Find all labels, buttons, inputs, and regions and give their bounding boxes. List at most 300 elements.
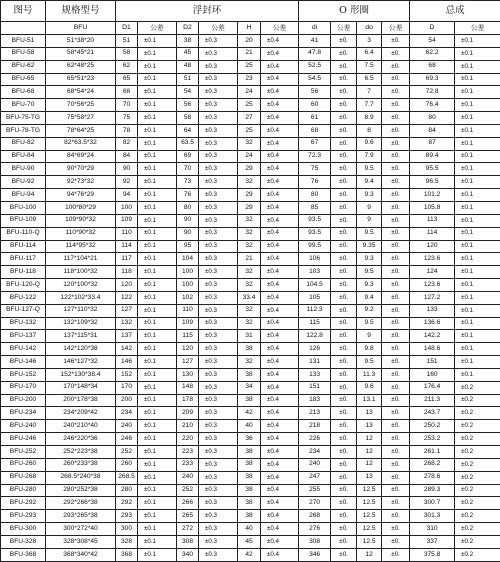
cell-d1: 51 bbox=[116, 35, 138, 48]
cell-h: 38 bbox=[238, 458, 261, 471]
cell-d2: 95 bbox=[177, 240, 199, 253]
header-h: H bbox=[238, 22, 261, 35]
cell-do: 13 bbox=[357, 407, 382, 420]
cell-do-tolerance: ±0. bbox=[382, 137, 410, 150]
cell-d2-tolerance: ±0.3 bbox=[199, 471, 238, 484]
cell-drawing-no: BFU-118 bbox=[1, 266, 46, 279]
cell-di-tolerance: ±0. bbox=[331, 240, 357, 253]
cell-h-tolerance: ±0.4 bbox=[261, 356, 299, 369]
cell-do: 9.5 bbox=[357, 356, 382, 369]
cell-drawing-no: BFU-246 bbox=[1, 433, 46, 446]
table-row bbox=[1, 330, 500, 343]
cell-d: 87 bbox=[410, 137, 455, 150]
cell-do-tolerance: ±0. bbox=[382, 317, 410, 330]
table-row bbox=[1, 548, 500, 561]
cell-drawing-no: BFU-170 bbox=[1, 381, 46, 394]
cell-model: 152*130*38.4 bbox=[46, 368, 116, 381]
cell-model: 268.5*240*38 bbox=[46, 471, 116, 484]
cell-do: 12 bbox=[357, 433, 382, 446]
cell-model: 122*102*33.4 bbox=[46, 291, 116, 304]
cell-d: 253.2 bbox=[410, 433, 455, 446]
cell-do: 9.3 bbox=[357, 279, 382, 292]
cell-h-tolerance: ±0.4 bbox=[261, 548, 299, 561]
cell-h-tolerance: ±0.4 bbox=[261, 471, 299, 484]
cell-h: 29 bbox=[238, 163, 261, 176]
header-tolerance: 公差 bbox=[199, 22, 238, 35]
cell-h: 42 bbox=[238, 407, 261, 420]
cell-h: 40 bbox=[238, 523, 261, 536]
cell-h: 32 bbox=[238, 304, 261, 317]
cell-d1-tolerance: ±0.1 bbox=[138, 420, 177, 433]
cell-d1-tolerance: ±0.1 bbox=[138, 227, 177, 240]
cell-d1-tolerance: ±0.1 bbox=[138, 291, 177, 304]
cell-do: 12 bbox=[357, 458, 382, 471]
cell-d1: 170 bbox=[116, 381, 138, 394]
cell-d2: 76 bbox=[177, 189, 199, 202]
cell-d1-tolerance: ±0.1 bbox=[138, 330, 177, 343]
header-oring: O 形圈 bbox=[299, 1, 410, 22]
cell-drawing-no: BFU-94 bbox=[1, 189, 46, 202]
cell-h-tolerance: ±0.4 bbox=[261, 227, 299, 240]
cell-di-tolerance: ±0. bbox=[331, 420, 357, 433]
cell-do-tolerance: ±0. bbox=[382, 548, 410, 561]
cell-h-tolerance: ±0.4 bbox=[261, 330, 299, 343]
cell-di-tolerance: ±0. bbox=[331, 227, 357, 240]
cell-d1: 200 bbox=[116, 394, 138, 407]
cell-di-tolerance: ±0. bbox=[331, 356, 357, 369]
cell-d1-tolerance: ±0.1 bbox=[138, 150, 177, 163]
cell-d1-tolerance: ±0.1 bbox=[138, 535, 177, 548]
cell-drawing-no: BFU-240 bbox=[1, 420, 46, 433]
cell-d-tolerance: ±0.1 bbox=[455, 35, 500, 48]
cell-do-tolerance: ±0. bbox=[382, 73, 410, 86]
table-row bbox=[1, 47, 500, 60]
cell-model: 234*209*42 bbox=[46, 407, 116, 420]
table-row bbox=[1, 73, 500, 86]
cell-di: 247 bbox=[299, 471, 331, 484]
cell-drawing-no: BFU-110-Q bbox=[1, 227, 46, 240]
cell-d-tolerance: ±0.1 bbox=[455, 330, 500, 343]
cell-do-tolerance: ±0. bbox=[382, 112, 410, 125]
header-di: di bbox=[299, 22, 331, 35]
cell-di: 61 bbox=[299, 112, 331, 125]
cell-d2-tolerance: ±0.3 bbox=[199, 304, 238, 317]
cell-d: 123.6 bbox=[410, 279, 455, 292]
cell-do-tolerance: ±0. bbox=[382, 279, 410, 292]
cell-d-tolerance: ±0.1 bbox=[455, 356, 500, 369]
cell-di: 56 bbox=[299, 86, 331, 99]
cell-di: 106 bbox=[299, 253, 331, 266]
header-row-sub bbox=[1, 22, 500, 35]
cell-d-tolerance: ±0.2 bbox=[455, 535, 500, 548]
cell-d: 95.5 bbox=[410, 163, 455, 176]
cell-drawing-no: BFU-62 bbox=[1, 60, 46, 73]
table-row bbox=[1, 266, 500, 279]
cell-di: 240 bbox=[299, 458, 331, 471]
header-row-top bbox=[1, 1, 500, 22]
cell-di: 112.3 bbox=[299, 304, 331, 317]
cell-d2-tolerance: ±0.3 bbox=[199, 497, 238, 510]
cell-d1-tolerance: ±0.1 bbox=[138, 510, 177, 523]
cell-do: 7.9 bbox=[357, 150, 382, 163]
cell-d2-tolerance: ±0.3 bbox=[199, 381, 238, 394]
cell-di-tolerance: ±0. bbox=[331, 124, 357, 137]
cell-d-tolerance: ±0.1 bbox=[455, 112, 500, 125]
header-model-sub: BFU bbox=[46, 22, 116, 35]
cell-drawing-no: BFU-100 bbox=[1, 201, 46, 214]
header-tolerance: 公差 bbox=[331, 22, 357, 35]
cell-d1: 94 bbox=[116, 189, 138, 202]
table-row bbox=[1, 279, 500, 292]
cell-d-tolerance: ±0.1 bbox=[455, 214, 500, 227]
cell-d-tolerance: ±0.1 bbox=[455, 343, 500, 356]
cell-d2: 210 bbox=[177, 420, 199, 433]
table-row bbox=[1, 240, 500, 253]
cell-di-tolerance: ±0. bbox=[331, 112, 357, 125]
table-row bbox=[1, 137, 500, 150]
cell-drawing-no: BFU-234 bbox=[1, 407, 46, 420]
cell-d2: 80 bbox=[177, 201, 199, 214]
cell-do-tolerance: ±0. bbox=[382, 99, 410, 112]
cell-do-tolerance: ±0. bbox=[382, 124, 410, 137]
cell-d2-tolerance: ±0.3 bbox=[199, 291, 238, 304]
cell-do-tolerance: ±0. bbox=[382, 484, 410, 497]
cell-d-tolerance: ±0.2 bbox=[455, 458, 500, 471]
cell-d1-tolerance: ±0.1 bbox=[138, 240, 177, 253]
cell-d-tolerance: ±0.1 bbox=[455, 124, 500, 137]
cell-d2: 100 bbox=[177, 266, 199, 279]
cell-d2-tolerance: ±0.3 bbox=[199, 60, 238, 73]
cell-d2-tolerance: ±0.3 bbox=[199, 124, 238, 137]
cell-d2-tolerance: ±0.3 bbox=[199, 266, 238, 279]
cell-d2-tolerance: ±0.3 bbox=[199, 433, 238, 446]
cell-d: 300.7 bbox=[410, 497, 455, 510]
cell-d1-tolerance: ±0.1 bbox=[138, 189, 177, 202]
cell-di-tolerance: ±0. bbox=[331, 189, 357, 202]
cell-drawing-no: BFU-127-Q bbox=[1, 304, 46, 317]
cell-di: 183 bbox=[299, 394, 331, 407]
cell-d1-tolerance: ±0.1 bbox=[138, 356, 177, 369]
cell-do: 11.3 bbox=[357, 368, 382, 381]
cell-d1-tolerance: ±0.1 bbox=[138, 60, 177, 73]
cell-model: 62*48*25 bbox=[46, 60, 116, 73]
cell-di-tolerance: ±0. bbox=[331, 343, 357, 356]
cell-d2-tolerance: ±0.3 bbox=[199, 330, 238, 343]
cell-d1: 328 bbox=[116, 535, 138, 548]
header-floating-seal: 浮封环 bbox=[116, 1, 299, 22]
cell-h-tolerance: ±0.4 bbox=[261, 510, 299, 523]
cell-d: 148.6 bbox=[410, 343, 455, 356]
cell-d2-tolerance: ±0.3 bbox=[199, 420, 238, 433]
cell-h: 38 bbox=[238, 484, 261, 497]
cell-di: 41 bbox=[299, 35, 331, 48]
cell-do-tolerance: ±0. bbox=[382, 523, 410, 536]
cell-do-tolerance: ±0. bbox=[382, 535, 410, 548]
cell-model: 132*109*32 bbox=[46, 317, 116, 330]
cell-model: 246*220*36 bbox=[46, 433, 116, 446]
cell-model: 200*178*38 bbox=[46, 394, 116, 407]
cell-do-tolerance: ±0. bbox=[382, 381, 410, 394]
cell-do: 9.5 bbox=[357, 163, 382, 176]
cell-di: 268 bbox=[299, 510, 331, 523]
cell-d: 261.1 bbox=[410, 446, 455, 459]
cell-d2-tolerance: ±0.3 bbox=[199, 394, 238, 407]
cell-do: 13 bbox=[357, 420, 382, 433]
cell-h-tolerance: ±0.4 bbox=[261, 240, 299, 253]
cell-di-tolerance: ±0. bbox=[331, 458, 357, 471]
cell-di: 270 bbox=[299, 497, 331, 510]
cell-do: 9.4 bbox=[357, 291, 382, 304]
cell-d2: 120 bbox=[177, 343, 199, 356]
cell-d1-tolerance: ±0.1 bbox=[138, 35, 177, 48]
cell-model: 142*120*38 bbox=[46, 343, 116, 356]
cell-drawing-no: BFU-152 bbox=[1, 368, 46, 381]
cell-d: 124 bbox=[410, 266, 455, 279]
cell-di: 213 bbox=[299, 407, 331, 420]
cell-drawing-no: BFU-120-Q bbox=[1, 279, 46, 292]
cell-d1: 268.5 bbox=[116, 471, 138, 484]
cell-d: 113 bbox=[410, 214, 455, 227]
cell-do-tolerance: ±0. bbox=[382, 266, 410, 279]
cell-di-tolerance: ±0. bbox=[331, 304, 357, 317]
cell-di-tolerance: ±0. bbox=[331, 497, 357, 510]
cell-h-tolerance: ±0.4 bbox=[261, 343, 299, 356]
cell-d-tolerance: ±0.2 bbox=[455, 548, 500, 561]
cell-drawing-no: BFU-114 bbox=[1, 240, 46, 253]
cell-d1-tolerance: ±0.1 bbox=[138, 523, 177, 536]
cell-d1: 65 bbox=[116, 73, 138, 86]
cell-h: 27 bbox=[238, 112, 261, 125]
cell-di-tolerance: ±0. bbox=[331, 330, 357, 343]
cell-drawing-no: BFU-109 bbox=[1, 214, 46, 227]
cell-h-tolerance: ±0.4 bbox=[261, 446, 299, 459]
cell-do: 9.3 bbox=[357, 253, 382, 266]
cell-d: 72.8 bbox=[410, 86, 455, 99]
cell-model: 92*73*32 bbox=[46, 176, 116, 189]
cell-do-tolerance: ±0. bbox=[382, 356, 410, 369]
cell-d1: 82 bbox=[116, 137, 138, 150]
table-row bbox=[1, 471, 500, 484]
cell-h: 38 bbox=[238, 446, 261, 459]
cell-h: 40 bbox=[238, 420, 261, 433]
cell-di-tolerance: ±0. bbox=[331, 150, 357, 163]
table-row bbox=[1, 368, 500, 381]
cell-do-tolerance: ±0. bbox=[382, 510, 410, 523]
cell-model: 300*272*40 bbox=[46, 523, 116, 536]
cell-di-tolerance: ±0. bbox=[331, 484, 357, 497]
cell-d-tolerance: ±0.1 bbox=[455, 86, 500, 99]
cell-di-tolerance: ±0. bbox=[331, 60, 357, 73]
table-row bbox=[1, 124, 500, 137]
cell-d2: 252 bbox=[177, 484, 199, 497]
cell-d2-tolerance: ±0.3 bbox=[199, 176, 238, 189]
cell-di-tolerance: ±0. bbox=[331, 214, 357, 227]
cell-d2: 69 bbox=[177, 150, 199, 163]
table-row bbox=[1, 99, 500, 112]
cell-di-tolerance: ±0. bbox=[331, 99, 357, 112]
cell-h: 20 bbox=[238, 35, 261, 48]
cell-do: 9 bbox=[357, 214, 382, 227]
cell-d2-tolerance: ±0.3 bbox=[199, 137, 238, 150]
cell-d1-tolerance: ±0.1 bbox=[138, 368, 177, 381]
cell-h-tolerance: ±0.4 bbox=[261, 201, 299, 214]
cell-d1: 137 bbox=[116, 330, 138, 343]
cell-d: 278.6 bbox=[410, 471, 455, 484]
cell-d-tolerance: ±0.2 bbox=[455, 394, 500, 407]
cell-do-tolerance: ±0. bbox=[382, 420, 410, 433]
cell-model: 94*76*29 bbox=[46, 189, 116, 202]
cell-h-tolerance: ±0.4 bbox=[261, 368, 299, 381]
cell-d: 268.2 bbox=[410, 458, 455, 471]
cell-h: 21 bbox=[238, 253, 261, 266]
cell-drawing-no: BFU-92 bbox=[1, 176, 46, 189]
header-tolerance: 公差 bbox=[382, 22, 410, 35]
cell-d-tolerance: ±0.2 bbox=[455, 523, 500, 536]
table-row bbox=[1, 86, 500, 99]
cell-do: 9.6 bbox=[357, 137, 382, 150]
cell-h-tolerance: ±0.4 bbox=[261, 484, 299, 497]
cell-h: 32 bbox=[238, 279, 261, 292]
cell-d2: 240 bbox=[177, 471, 199, 484]
cell-di-tolerance: ±0. bbox=[331, 35, 357, 48]
cell-di: 76 bbox=[299, 176, 331, 189]
cell-d1-tolerance: ±0.1 bbox=[138, 433, 177, 446]
cell-d1: 293 bbox=[116, 510, 138, 523]
cell-di: 226 bbox=[299, 433, 331, 446]
cell-h: 32 bbox=[238, 240, 261, 253]
cell-d-tolerance: ±0.2 bbox=[455, 381, 500, 394]
table-row bbox=[1, 394, 500, 407]
cell-d2-tolerance: ±0.3 bbox=[199, 214, 238, 227]
cell-drawing-no: BFU-51 bbox=[1, 35, 46, 48]
cell-h-tolerance: ±0.4 bbox=[261, 497, 299, 510]
cell-do: 12.5 bbox=[357, 535, 382, 548]
cell-d-tolerance: ±0.1 bbox=[455, 240, 500, 253]
cell-d1: 109 bbox=[116, 214, 138, 227]
cell-h: 45 bbox=[238, 535, 261, 548]
cell-h-tolerance: ±0.4 bbox=[261, 279, 299, 292]
cell-h: 32 bbox=[238, 176, 261, 189]
cell-do: 9.5 bbox=[357, 227, 382, 240]
cell-d2-tolerance: ±0.3 bbox=[199, 47, 238, 60]
cell-do-tolerance: ±0. bbox=[382, 214, 410, 227]
cell-d2-tolerance: ±0.3 bbox=[199, 201, 238, 214]
cell-d1: 122 bbox=[116, 291, 138, 304]
cell-di-tolerance: ±0. bbox=[331, 279, 357, 292]
cell-d-tolerance: ±0.1 bbox=[455, 368, 500, 381]
cell-h: 32 bbox=[238, 266, 261, 279]
cell-d2-tolerance: ±0.3 bbox=[199, 510, 238, 523]
cell-d2-tolerance: ±0.3 bbox=[199, 484, 238, 497]
cell-do: 9 bbox=[357, 201, 382, 214]
cell-d-tolerance: ±0.1 bbox=[455, 201, 500, 214]
cell-do: 12.5 bbox=[357, 523, 382, 536]
cell-d-tolerance: ±0.1 bbox=[455, 60, 500, 73]
cell-do-tolerance: ±0. bbox=[382, 86, 410, 99]
cell-model: 368*340*42 bbox=[46, 548, 116, 561]
cell-model: 51*38*20 bbox=[46, 35, 116, 48]
cell-d2: 58 bbox=[177, 112, 199, 125]
cell-d2: 233 bbox=[177, 458, 199, 471]
cell-drawing-no: BFU-132 bbox=[1, 317, 46, 330]
cell-d: 101.2 bbox=[410, 189, 455, 202]
cell-h-tolerance: ±0.4 bbox=[261, 523, 299, 536]
cell-drawing-no: BFU-260 bbox=[1, 458, 46, 471]
cell-h-tolerance: ±0.4 bbox=[261, 73, 299, 86]
cell-d2: 51 bbox=[177, 73, 199, 86]
cell-d: 375.8 bbox=[410, 548, 455, 561]
cell-drawing-no: BFU-68 bbox=[1, 86, 46, 99]
header-d2: D2 bbox=[177, 22, 199, 35]
cell-d2: 73 bbox=[177, 176, 199, 189]
cell-di: 54.5 bbox=[299, 73, 331, 86]
cell-h: 25 bbox=[238, 60, 261, 73]
cell-h: 38 bbox=[238, 394, 261, 407]
cell-di-tolerance: ±0. bbox=[331, 163, 357, 176]
cell-d1-tolerance: ±0.1 bbox=[138, 266, 177, 279]
cell-d: 151 bbox=[410, 356, 455, 369]
cell-h: 38 bbox=[238, 471, 261, 484]
table-row bbox=[1, 163, 500, 176]
cell-d2-tolerance: ±0.3 bbox=[199, 227, 238, 240]
cell-model: 84*69*24 bbox=[46, 150, 116, 163]
cell-h: 33.4 bbox=[238, 291, 261, 304]
cell-d1-tolerance: ±0.1 bbox=[138, 176, 177, 189]
cell-h: 31 bbox=[238, 330, 261, 343]
cell-model: 75*58*27 bbox=[46, 112, 116, 125]
cell-drawing-no: BFU-58 bbox=[1, 47, 46, 60]
cell-model: 170*148*34 bbox=[46, 381, 116, 394]
cell-do: 12 bbox=[357, 446, 382, 459]
cell-d1-tolerance: ±0.1 bbox=[138, 214, 177, 227]
cell-h: 21 bbox=[238, 47, 261, 60]
cell-h: 36 bbox=[238, 433, 261, 446]
cell-di: 218 bbox=[299, 420, 331, 433]
cell-drawing-no: BFU-252 bbox=[1, 446, 46, 459]
table-row bbox=[1, 433, 500, 446]
table-row bbox=[1, 458, 500, 471]
table-row bbox=[1, 227, 500, 240]
cell-di: 122.8 bbox=[299, 330, 331, 343]
cell-d2: 64 bbox=[177, 124, 199, 137]
cell-h-tolerance: ±0.4 bbox=[261, 394, 299, 407]
cell-di: 60 bbox=[299, 99, 331, 112]
cell-d1: 127 bbox=[116, 304, 138, 317]
cell-drawing-no: BFU-122 bbox=[1, 291, 46, 304]
table-row bbox=[1, 317, 500, 330]
table-row bbox=[1, 523, 500, 536]
table-row bbox=[1, 381, 500, 394]
cell-do-tolerance: ±0. bbox=[382, 253, 410, 266]
cell-d1: 234 bbox=[116, 407, 138, 420]
cell-model: 240*210*40 bbox=[46, 420, 116, 433]
cell-h: 23 bbox=[238, 73, 261, 86]
cell-drawing-no: BFU-280 bbox=[1, 484, 46, 497]
cell-d: 243.7 bbox=[410, 407, 455, 420]
cell-d-tolerance: ±0.1 bbox=[455, 227, 500, 240]
cell-h-tolerance: ±0.4 bbox=[261, 99, 299, 112]
cell-d2-tolerance: ±0.3 bbox=[199, 446, 238, 459]
cell-h-tolerance: ±0.4 bbox=[261, 535, 299, 548]
cell-model: 137*115*31 bbox=[46, 330, 116, 343]
cell-di-tolerance: ±0. bbox=[331, 446, 357, 459]
cell-d1-tolerance: ±0.1 bbox=[138, 381, 177, 394]
cell-d1: 70 bbox=[116, 99, 138, 112]
cell-do-tolerance: ±0. bbox=[382, 433, 410, 446]
cell-do: 3 bbox=[357, 35, 382, 48]
cell-do-tolerance: ±0. bbox=[382, 60, 410, 73]
cell-drawing-no: BFU-268 bbox=[1, 471, 46, 484]
